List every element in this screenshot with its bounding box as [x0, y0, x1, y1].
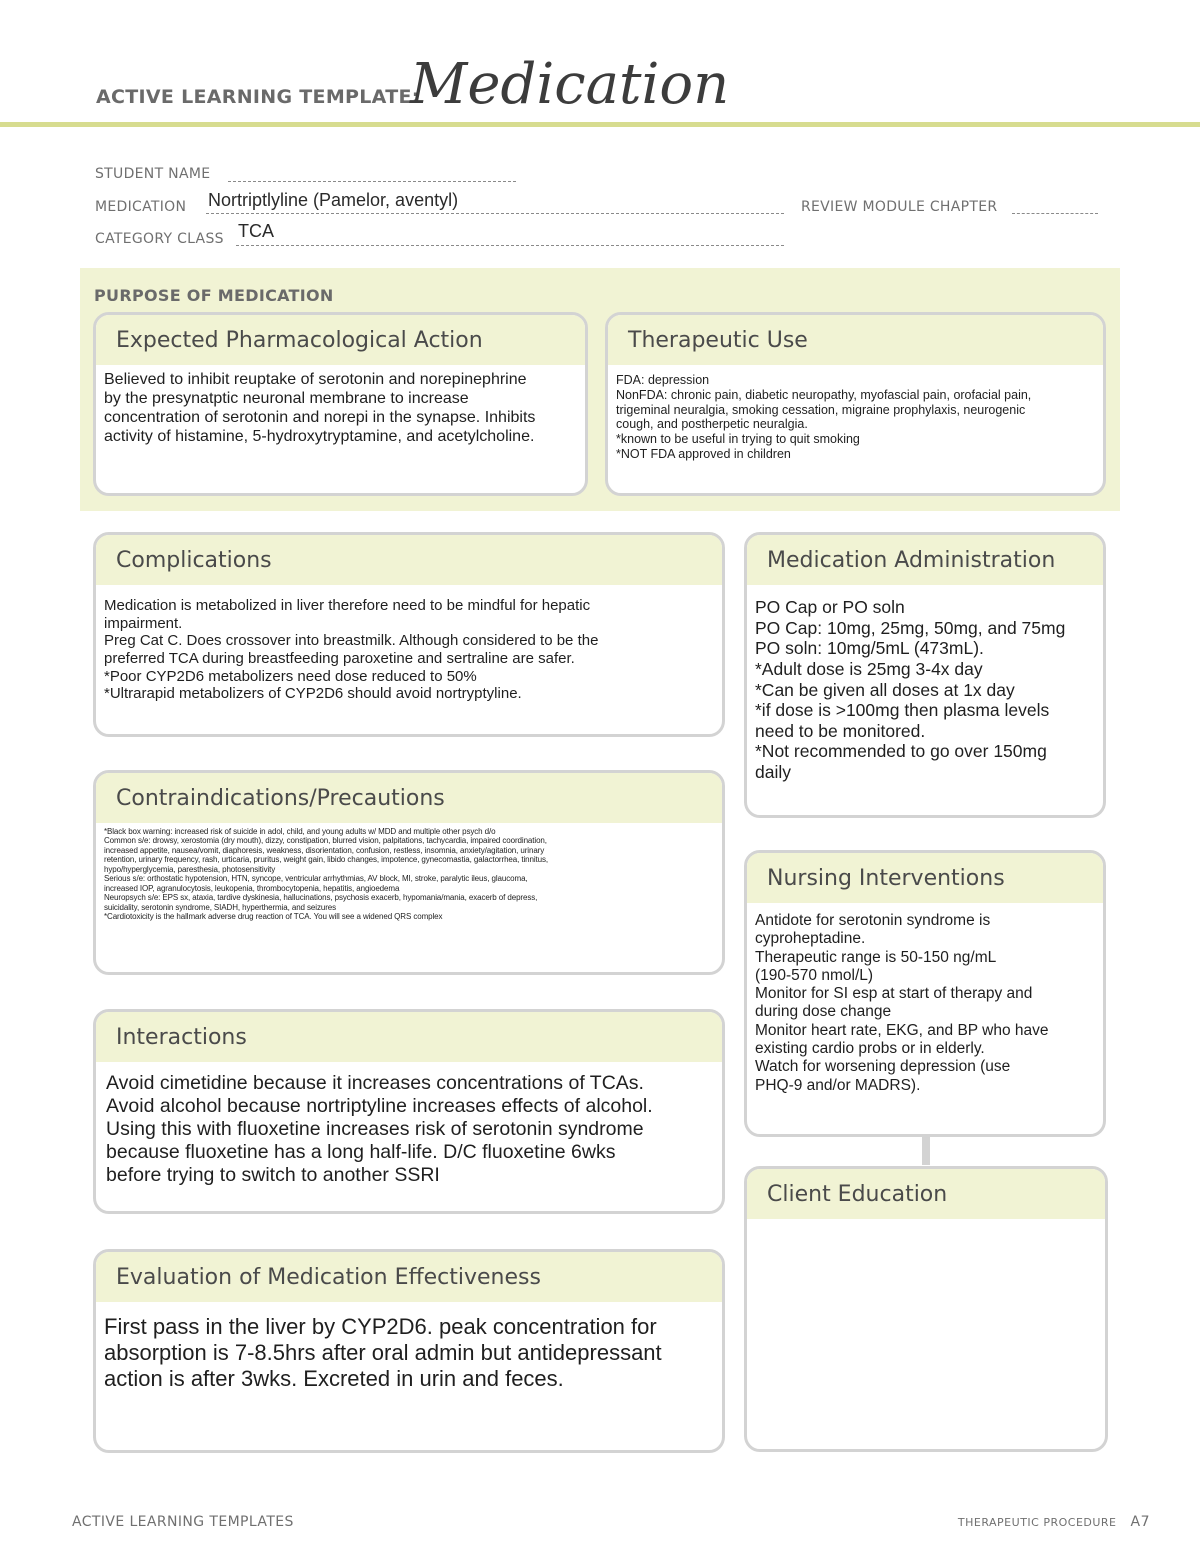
- box-connector: [922, 1135, 930, 1165]
- nursing-interventions-box: [744, 850, 1106, 1137]
- therapeutic-use-line: NonFDA: chronic pain, diabetic neuropathy, myofascial pain, orofacial pain,: [616, 387, 1032, 402]
- interactions-line: before trying to switch to another SSRI: [106, 1164, 440, 1186]
- complications-line: Preg Cat C. Does crossover into breastmilk. Although considered to be the: [104, 632, 599, 650]
- therapeutic-use-line: *known to be useful in trying to quit smoking: [616, 432, 860, 446]
- nursing-interventions-line: Monitor heart rate, EKG, and BP who have: [755, 1021, 1049, 1039]
- administration-line: PO soln: 10mg/5mL (473mL).: [755, 638, 984, 659]
- contraindications-box: [93, 770, 725, 975]
- medication-administration-box: [744, 532, 1106, 818]
- expected-action-box: [93, 312, 588, 496]
- nursing-interventions-line: Antidote for serotonin syndrome is: [755, 912, 991, 929]
- nursing-interventions-line: PHQ-9 and/or MADRS).: [755, 1076, 921, 1094]
- therapeutic-use-line: cough, and postherpetic neuralgia.: [616, 417, 808, 432]
- category-class-line: [236, 245, 784, 246]
- administration-line: PO Cap or PO soln: [755, 597, 905, 617]
- template-title: Medication: [410, 52, 730, 117]
- contraindications-line: Neuropsych s/e: EPS sx, ataxia, tardive dyskinesia, hallucinations, psychosis exacerb, hypomania/mania, exacerb of depress,: [104, 893, 538, 903]
- interactions-box: [93, 1009, 725, 1214]
- nursing-interventions-line: (190-570 nmol/L): [755, 966, 874, 984]
- contraindications-line: *Cardiotoxicity is the hallmark adverse drug reaction of TCA. You will see a widened QRS complex: [104, 911, 443, 921]
- header-rule: [0, 122, 1200, 127]
- complications-line: *Ultrarapid metabolizers of CYP2D6 should avoid nortryptyline.: [104, 685, 522, 703]
- administration-line: daily: [755, 762, 791, 783]
- student-name-label: STUDENT NAME: [95, 166, 211, 182]
- evaluation-box: [93, 1249, 725, 1453]
- complications-box: [93, 532, 725, 737]
- expected-action-line: by the presynatptic neuronal membrane to increase: [104, 389, 469, 407]
- therapeutic-use-title: Therapeutic Use: [608, 315, 1103, 365]
- contraindications-line: Serious s/e: orthostatic hypotension, HTN, syncope, ventricular arrhythmias, AV block, MI, stroke, paralytic ileus, glaucoma,: [104, 874, 528, 884]
- interactions-line: Avoid cimetidine because it increases concentrations of TCAs.: [106, 1072, 644, 1094]
- interactions-line: Avoid alcohol because nortriptyline increases effects of alcohol.: [106, 1095, 653, 1117]
- footer-right-label: THERAPEUTIC PROCEDURE: [957, 1516, 1117, 1529]
- contraindications-line: retention, urinary frequency, rash, urticaria, pruritus, weight gain, libido changes, impotence, gynecomastia, galactorrhea, tinnitus,: [104, 855, 549, 865]
- category-class-value[interactable]: TCA: [238, 221, 274, 241]
- evaluation-title: Evaluation of Medication Effectiveness: [96, 1252, 722, 1302]
- evaluation-line: action is after 3wks. Excreted in urin and feces.: [104, 1365, 564, 1391]
- client-education-title: Client Education: [747, 1169, 1105, 1219]
- nursing-interventions-line: Monitor for SI esp at start of therapy and: [755, 985, 1033, 1003]
- medication-administration-title: Medication Administration: [747, 535, 1103, 585]
- evaluation-line: absorption is 7-8.5hrs after oral admin but antidepressant: [104, 1339, 662, 1365]
- nursing-interventions-title: Nursing Interventions: [747, 853, 1103, 903]
- complications-line: preferred TCA during breastfeeding paroxetine and sertraline are safer.: [104, 650, 575, 668]
- complications-line: Medication is metabolized in liver therefore need to be mindful for hepatic: [104, 597, 591, 614]
- administration-line: need to be monitored.: [755, 720, 926, 741]
- contraindications-title: Contraindications/Precautions: [96, 773, 722, 823]
- category-class-label: CATEGORY CLASS: [95, 231, 224, 247]
- nursing-interventions-line: during dose change: [755, 1003, 892, 1021]
- administration-line: PO Cap: 10mg, 25mg, 50mg, and 75mg: [755, 617, 1066, 638]
- contraindications-line: *Black box warning: increased risk of suicide in adol, child, and young adults w/ MDD and multiple other psych d/o: [104, 827, 496, 836]
- template-label: ACTIVE LEARNING TEMPLATE:: [96, 86, 420, 108]
- footer-right: [958, 1514, 1150, 1530]
- expected-action-title: Expected Pharmacological Action: [96, 315, 585, 365]
- page-number: A7: [1130, 1514, 1150, 1530]
- administration-line: *if dose is >100mg then plasma levels: [755, 700, 1050, 721]
- contraindications-line: increased IOP, agranulocytosis, leukopenia, thrombocytopenia, hepatitis, angioedema: [104, 883, 400, 893]
- expected-action-line: Believed to inhibit reuptake of serotonin and norepinephrine: [104, 371, 527, 388]
- complications-title: Complications: [96, 535, 722, 585]
- administration-line: *Not recommended to go over 150mg: [755, 741, 1047, 762]
- footer-left-label: ACTIVE LEARNING TEMPLATES: [72, 1514, 294, 1530]
- interactions-line: Using this with fluoxetine increases risk of serotonin syndrome: [106, 1118, 644, 1140]
- nursing-interventions-line: existing cardio probs or in elderly.: [755, 1039, 985, 1057]
- administration-line: *Can be given all doses at 1x day: [755, 679, 1015, 700]
- administration-line: *Adult dose is 25mg 3-4x day: [755, 658, 983, 679]
- student-name-line: [228, 181, 516, 182]
- evaluation-line: First pass in the liver by CYP2D6. peak concentration for: [104, 1314, 657, 1339]
- medication-line: [206, 213, 784, 214]
- therapeutic-use-line: trigeminal neuralgia, smoking cessation, migraine prophylaxis, neurogenic: [616, 402, 1026, 417]
- nursing-interventions-line: Watch for worsening depression (use: [755, 1058, 1011, 1076]
- interactions-title: Interactions: [96, 1012, 722, 1062]
- nursing-interventions-line: cyproheptadine.: [755, 930, 866, 948]
- contraindications-line: hypo/hyperglycemia, paresthesia, photosensitivity: [104, 864, 276, 874]
- therapeutic-use-box: [605, 312, 1106, 496]
- interactions-line: because fluoxetine has a long half-life. D/C fluoxetine 6wks: [106, 1141, 616, 1163]
- therapeutic-use-line: FDA: depression: [616, 373, 710, 387]
- medication-value[interactable]: Nortriptlyline (Pamelor, aventyl): [208, 190, 459, 210]
- medication-label: MEDICATION: [95, 199, 187, 215]
- complications-line: impairment.: [104, 614, 183, 632]
- contraindications-line: suicidality, serotonin syndrome, SIADH, hyperthermia, and seizures: [104, 902, 337, 912]
- complications-line: *Poor CYP2D6 metabolizers need dose reduced to 50%: [104, 667, 477, 685]
- expected-action-line: activity of histamine, 5-hydroxytryptamine, and acetylcholine.: [104, 427, 535, 445]
- client-education-box: [744, 1166, 1108, 1452]
- purpose-section-title: PURPOSE OF MEDICATION: [94, 286, 334, 305]
- review-module-label: REVIEW MODULE CHAPTER: [801, 199, 998, 215]
- review-module-line: [1012, 213, 1098, 214]
- contraindications-line: Common s/e: drowsy, xerostomia (dry mouth), dizzy, constipation, blurred vision, palpitations, tachycardia, impaired coordination,: [104, 836, 547, 846]
- expected-action-line: concentration of serotonin and norepi in the synapse. Inhibits: [104, 408, 536, 426]
- contraindications-line: increased appetite, nausea/vomit, diaphoresis, weakness, disorientation, confusion, restless, insomnia, anxiety/agitation, urinary: [104, 845, 545, 855]
- therapeutic-use-line: *NOT FDA approved in children: [616, 446, 791, 461]
- nursing-interventions-line: Therapeutic range is 50-150 ng/mL: [755, 948, 997, 966]
